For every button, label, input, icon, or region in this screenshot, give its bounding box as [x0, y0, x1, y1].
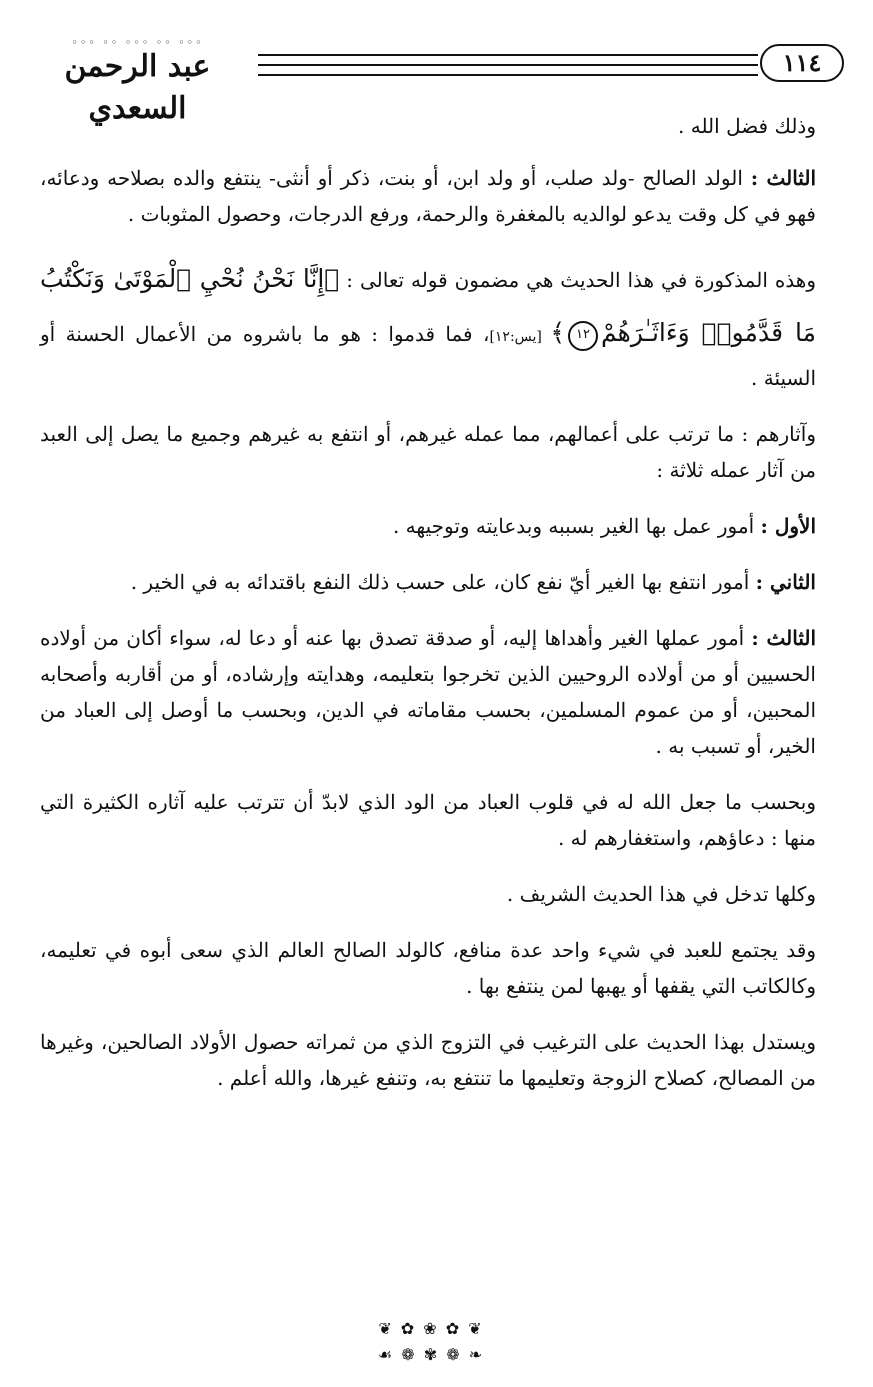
paragraph: وذلك فضل الله .: [678, 114, 816, 138]
calligraphy-flourish-icon: ◦◦◦ ◦◦ ◦◦◦ ◦◦ ◦◦◦: [71, 36, 204, 49]
paragraph: ويستدل بهذا الحديث على الترغيب في التزوج الذي من ثمراته حصول الأولاد الصالحين، وغيرها من المصالح، كصلاح الزوجة وتعليمها ما تنتفع به، وتنفع غيرها، والله أعلم .: [40, 1030, 816, 1090]
paragraph-label: الثالث :: [751, 626, 817, 650]
paragraph: [40, 160, 816, 232]
author-name: عبد الرحمن السعدي: [64, 49, 211, 126]
paragraph: [40, 620, 816, 764]
header-rule-line: [258, 54, 758, 56]
quran-bracket-close: ﴾: [550, 318, 565, 347]
paragraph: وقد يجتمع للعبد في شيء واحد عدة منافع، كالولد الصالح العالم الذي سعى أبوه في تعليمه، وكالكاتب التي يقفها أو يهبها لمن ينتفع بها .: [40, 938, 816, 998]
page-number: ١١٤: [760, 44, 844, 82]
page-body: [40, 108, 816, 1116]
paragraph-text: أمور انتفع بها الغير أيّ نفع كان، على حسب ذلك النفع باقتدائه به في الخير .: [130, 570, 756, 594]
paragraph-label: الأول :: [760, 514, 816, 538]
paragraph-label: الثالث :: [750, 166, 816, 190]
quran-reference: [يس:١٢]: [489, 329, 551, 345]
header-rule-line: [258, 64, 758, 66]
paragraph: وآثارهم : ما ترتب على أعمالهم، مما عمله غيرهم، أو انتفع به غيرهم وجميع ما يصل إلى العبد من آثار عمله ثلاثة :: [40, 422, 816, 482]
paragraph: وبحسب ما جعل الله له في قلوب العباد من الود الذي لابدّ أن تترتب عليه آثاره الكثيرة التي منها : دعاؤهم، واستغفارهم له .: [40, 790, 816, 850]
paragraph-text: وهذه المذكورة في هذا الحديث هي مضمون قوله تعالى :: [339, 268, 816, 292]
paragraph: [40, 564, 816, 600]
quran-verse: ﴿إِنَّا نَحْنُ نُحْيِ ٱلْمَوْتَىٰ وَنَكْتُبُ مَا قَدَّمُوا۟ وَءَاثَـٰرَهُمْ: [40, 264, 816, 347]
header-rule-line: [258, 74, 758, 76]
header-rule: [258, 54, 758, 76]
paragraph-text: الولد الصالح -ولد صلب، أو ولد ابن، أو بنت، ذكر أو أنثى- ينتفع والده بصلاحه ودعائه، فهو في كل وقت يدعو لوالديه بالمغفرة والرحمة، ورفع الدرجات، وحصول المثوبات .: [40, 166, 816, 226]
floral-ornament-icon: ❦ ✿ ❀ ✿ ❦ ❧ ❁ ✾ ❁ ☙: [377, 1319, 485, 1364]
paragraph: [40, 508, 816, 544]
paragraph-text: أمور عملها الغير وأهداها إليه، أو صدقة تصدق بها عنه أو دعا له، سواء أكان من أولاده الحسيين أو من أولاده الروحيين الذين تخرجوا بتعليمه، وهدايته وإرشاده، أو من أقاربه وأصحابه المحبين، أو من عموم المسلمين، بحسب مقاماته في الدين، وبحسب ما أوصل إلى العباد من الخير، أو تسبب به .: [40, 626, 816, 758]
paragraph-text: ، فما قدموا : هو ما باشروه من الأعمال الحسنة أو السيئة .: [40, 322, 816, 390]
paragraph-quran: [40, 252, 816, 396]
paragraph: وكلها تدخل في هذا الحديث الشريف .: [506, 882, 816, 906]
ayah-number-icon: ١٢: [568, 321, 598, 351]
paragraph-label: الثاني :: [755, 570, 816, 594]
paragraph-text: أمور عمل بها الغير بسببه وبدعايته وتوجيهه .: [392, 514, 761, 538]
